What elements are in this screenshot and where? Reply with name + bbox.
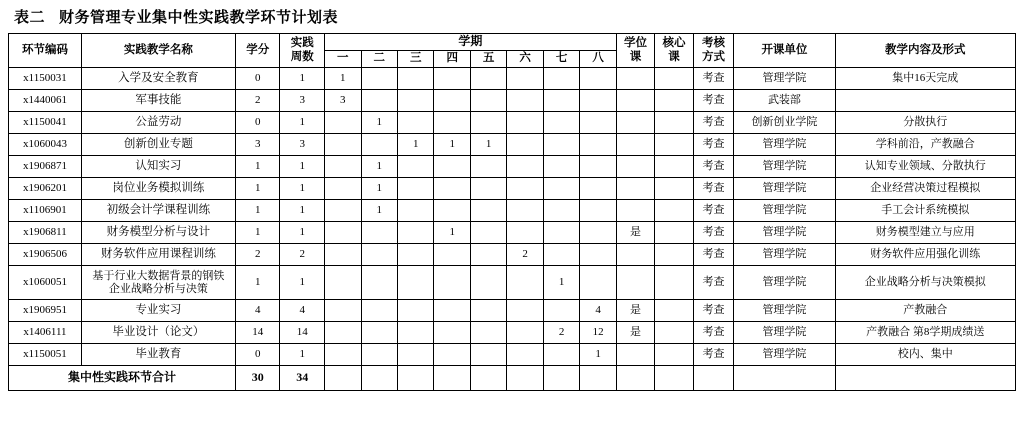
cell-term-2 bbox=[361, 266, 397, 300]
table-header bbox=[9, 34, 1016, 68]
cell-content: 企业战略分析与决策模拟 bbox=[835, 266, 1015, 300]
cell-name: 初级会计学课程训练 bbox=[81, 200, 235, 222]
cell-term-4 bbox=[434, 68, 470, 90]
header-term-3: 三 bbox=[397, 51, 433, 68]
cell-term-1 bbox=[325, 156, 361, 178]
cell-term-3 bbox=[397, 244, 433, 266]
header-degree-course bbox=[616, 34, 654, 68]
cell-core bbox=[655, 112, 693, 134]
cell-degree: 是 bbox=[616, 222, 654, 244]
header-term-8: 八 bbox=[580, 51, 616, 68]
cell-term-8: 12 bbox=[580, 322, 616, 344]
cell-term-8: 4 bbox=[580, 300, 616, 322]
cell-assess: 考查 bbox=[693, 178, 734, 200]
cell-term-5 bbox=[470, 266, 506, 300]
cell-term-4 bbox=[434, 200, 470, 222]
cell-core bbox=[655, 90, 693, 112]
cell-term-3 bbox=[397, 322, 433, 344]
table-row bbox=[9, 344, 1016, 366]
cell-credit: 2 bbox=[235, 90, 280, 112]
cell-credit: 0 bbox=[235, 68, 280, 90]
cell-name-line2: 企业战略分析与决策 bbox=[108, 282, 208, 295]
cell-term-2 bbox=[361, 344, 397, 366]
cell-degree: 是 bbox=[616, 322, 654, 344]
cell-code: x1906951 bbox=[9, 300, 82, 322]
cell-core bbox=[655, 200, 693, 222]
cell-term-4 bbox=[434, 344, 470, 366]
cell-term-3 bbox=[397, 112, 433, 134]
header-assess-line1: 考核 bbox=[702, 37, 726, 50]
cell-credit: 1 bbox=[235, 266, 280, 300]
cell-core bbox=[655, 222, 693, 244]
cell-assess: 考查 bbox=[693, 266, 734, 300]
cell-term-3 bbox=[397, 344, 433, 366]
cell-term-4 bbox=[434, 300, 470, 322]
total-assess bbox=[693, 366, 734, 391]
cell-term-5 bbox=[470, 156, 506, 178]
header-term-4: 四 bbox=[434, 51, 470, 68]
cell-credit: 0 bbox=[235, 112, 280, 134]
cell-degree bbox=[616, 344, 654, 366]
cell-degree bbox=[616, 156, 654, 178]
cell-degree bbox=[616, 244, 654, 266]
table-row bbox=[9, 178, 1016, 200]
cell-term-5: 1 bbox=[470, 134, 506, 156]
header-term-7: 七 bbox=[543, 51, 579, 68]
cell-weeks: 4 bbox=[280, 300, 325, 322]
cell-name: 军事技能 bbox=[81, 90, 235, 112]
cell-term-4 bbox=[434, 244, 470, 266]
cell-term-5 bbox=[470, 244, 506, 266]
cell-degree bbox=[616, 112, 654, 134]
cell-weeks: 1 bbox=[280, 200, 325, 222]
cell-unit: 管理学院 bbox=[734, 322, 835, 344]
cell-assess: 考查 bbox=[693, 90, 734, 112]
header-weeks-line2: 周数 bbox=[290, 50, 314, 63]
cell-term-3 bbox=[397, 266, 433, 300]
cell-unit: 管理学院 bbox=[734, 200, 835, 222]
cell-term-2: 1 bbox=[361, 112, 397, 134]
total-term-8 bbox=[580, 366, 616, 391]
cell-code: x1406111 bbox=[9, 322, 82, 344]
cell-term-6 bbox=[507, 300, 543, 322]
cell-content: 手工会计系统模拟 bbox=[835, 200, 1015, 222]
cell-term-5 bbox=[470, 300, 506, 322]
cell-credit: 1 bbox=[235, 156, 280, 178]
header-weeks-line1: 实践 bbox=[290, 37, 314, 50]
cell-term-1 bbox=[325, 112, 361, 134]
header-name: 实践教学名称 bbox=[81, 34, 235, 68]
cell-term-8 bbox=[580, 200, 616, 222]
cell-unit: 管理学院 bbox=[734, 300, 835, 322]
cell-term-6 bbox=[507, 112, 543, 134]
cell-term-7 bbox=[543, 200, 579, 222]
cell-assess: 考查 bbox=[693, 222, 734, 244]
title-text: 财务管理专业集中性实践教学环节计划表 bbox=[59, 10, 339, 26]
header-degree-line2: 课 bbox=[629, 50, 642, 63]
cell-credit: 1 bbox=[235, 222, 280, 244]
header-assess-line2: 方式 bbox=[702, 50, 726, 63]
cell-term-3 bbox=[397, 68, 433, 90]
total-core bbox=[655, 366, 693, 391]
cell-term-2 bbox=[361, 300, 397, 322]
cell-term-1: 1 bbox=[325, 68, 361, 90]
cell-term-6 bbox=[507, 178, 543, 200]
cell-content: 分散执行 bbox=[835, 112, 1015, 134]
header-term-2: 二 bbox=[361, 51, 397, 68]
cell-code: x1150051 bbox=[9, 344, 82, 366]
cell-name: 创新创业专题 bbox=[81, 134, 235, 156]
table-total-row bbox=[9, 366, 1016, 391]
cell-content: 产教融合 bbox=[835, 300, 1015, 322]
cell-unit: 管理学院 bbox=[734, 244, 835, 266]
cell-core bbox=[655, 322, 693, 344]
header-row-top bbox=[9, 34, 1016, 51]
practice-teaching-plan-table bbox=[8, 33, 1016, 391]
cell-term-4 bbox=[434, 178, 470, 200]
cell-term-6 bbox=[507, 222, 543, 244]
cell-term-4: 1 bbox=[434, 134, 470, 156]
table-number: 表二 bbox=[14, 10, 46, 26]
total-term-7 bbox=[543, 366, 579, 391]
cell-term-1 bbox=[325, 200, 361, 222]
cell-content: 学科前沿，产教融合 bbox=[835, 134, 1015, 156]
header-term-group: 学期 bbox=[325, 34, 617, 51]
cell-name: 毕业教育 bbox=[81, 344, 235, 366]
cell-degree bbox=[616, 134, 654, 156]
cell-weeks: 1 bbox=[280, 156, 325, 178]
header-term-6: 六 bbox=[507, 51, 543, 68]
cell-term-2 bbox=[361, 244, 397, 266]
cell-content: 集中16天完成 bbox=[835, 68, 1015, 90]
cell-content: 企业经营决策过程模拟 bbox=[835, 178, 1015, 200]
cell-core bbox=[655, 134, 693, 156]
header-core-course bbox=[655, 34, 693, 68]
total-degree bbox=[616, 366, 654, 391]
cell-term-5 bbox=[470, 112, 506, 134]
cell-code: x1150031 bbox=[9, 68, 82, 90]
cell-name: 财务软件应用课程训练 bbox=[81, 244, 235, 266]
cell-term-4 bbox=[434, 156, 470, 178]
cell-weeks: 1 bbox=[280, 112, 325, 134]
cell-weeks: 2 bbox=[280, 244, 325, 266]
cell-code: x1106901 bbox=[9, 200, 82, 222]
cell-credit: 2 bbox=[235, 244, 280, 266]
cell-unit: 管理学院 bbox=[734, 344, 835, 366]
total-term-1 bbox=[325, 366, 361, 391]
cell-degree bbox=[616, 200, 654, 222]
cell-weeks: 1 bbox=[280, 68, 325, 90]
cell-assess: 考查 bbox=[693, 322, 734, 344]
header-degree-line1: 学位 bbox=[624, 37, 648, 50]
cell-weeks: 1 bbox=[280, 344, 325, 366]
cell-core bbox=[655, 244, 693, 266]
cell-term-5 bbox=[470, 200, 506, 222]
cell-term-5 bbox=[470, 178, 506, 200]
cell-term-2 bbox=[361, 134, 397, 156]
total-term-5 bbox=[470, 366, 506, 391]
total-unit bbox=[734, 366, 835, 391]
cell-weeks: 1 bbox=[280, 222, 325, 244]
cell-content: 财务软件应用强化训练 bbox=[835, 244, 1015, 266]
cell-term-3 bbox=[397, 90, 433, 112]
cell-unit: 武装部 bbox=[734, 90, 835, 112]
cell-term-8 bbox=[580, 222, 616, 244]
header-content: 教学内容及形式 bbox=[835, 34, 1015, 68]
cell-term-8: 1 bbox=[580, 344, 616, 366]
cell-term-7 bbox=[543, 344, 579, 366]
cell-term-2 bbox=[361, 222, 397, 244]
cell-term-7 bbox=[543, 112, 579, 134]
cell-name-line1: 基于行业大数据背景的钢铁 bbox=[92, 270, 225, 283]
table-row bbox=[9, 200, 1016, 222]
cell-term-3 bbox=[397, 222, 433, 244]
table-row bbox=[9, 156, 1016, 178]
cell-term-8 bbox=[580, 112, 616, 134]
table-row bbox=[9, 244, 1016, 266]
cell-credit: 3 bbox=[235, 134, 280, 156]
cell-term-6 bbox=[507, 68, 543, 90]
cell-unit: 管理学院 bbox=[734, 266, 835, 300]
cell-assess: 考查 bbox=[693, 244, 734, 266]
cell-code: x1906871 bbox=[9, 156, 82, 178]
cell-term-7 bbox=[543, 68, 579, 90]
cell-name: 岗位业务模拟训练 bbox=[81, 178, 235, 200]
cell-credit: 14 bbox=[235, 322, 280, 344]
cell-term-2 bbox=[361, 322, 397, 344]
cell-core bbox=[655, 156, 693, 178]
cell-degree bbox=[616, 68, 654, 90]
cell-term-2: 1 bbox=[361, 178, 397, 200]
cell-term-3 bbox=[397, 178, 433, 200]
total-weeks: 34 bbox=[280, 366, 325, 391]
cell-term-3 bbox=[397, 300, 433, 322]
table-row bbox=[9, 322, 1016, 344]
total-term-2 bbox=[361, 366, 397, 391]
cell-weeks: 14 bbox=[280, 322, 325, 344]
cell-term-6 bbox=[507, 134, 543, 156]
header-code: 环节编码 bbox=[9, 34, 82, 68]
cell-name: 专业实习 bbox=[81, 300, 235, 322]
cell-code: x1440061 bbox=[9, 90, 82, 112]
cell-term-8 bbox=[580, 134, 616, 156]
cell-assess: 考查 bbox=[693, 300, 734, 322]
cell-unit: 管理学院 bbox=[734, 156, 835, 178]
cell-unit: 管理学院 bbox=[734, 68, 835, 90]
cell-weeks: 1 bbox=[280, 178, 325, 200]
total-term-6 bbox=[507, 366, 543, 391]
cell-term-7 bbox=[543, 90, 579, 112]
cell-term-3 bbox=[397, 200, 433, 222]
cell-term-8 bbox=[580, 178, 616, 200]
cell-term-8 bbox=[580, 266, 616, 300]
header-core-line1: 核心 bbox=[662, 37, 686, 50]
cell-term-2 bbox=[361, 90, 397, 112]
cell-credit: 1 bbox=[235, 178, 280, 200]
header-credit: 学分 bbox=[235, 34, 280, 68]
table-row bbox=[9, 112, 1016, 134]
cell-code: x1060051 bbox=[9, 266, 82, 300]
cell-core bbox=[655, 300, 693, 322]
cell-code: x1906201 bbox=[9, 178, 82, 200]
cell-term-4 bbox=[434, 112, 470, 134]
cell-content: 财务模型建立与应用 bbox=[835, 222, 1015, 244]
header-core-line2: 课 bbox=[668, 50, 680, 63]
cell-term-6: 2 bbox=[507, 244, 543, 266]
table-row bbox=[9, 90, 1016, 112]
page-title bbox=[14, 6, 1016, 27]
cell-credit: 0 bbox=[235, 344, 280, 366]
cell-unit: 管理学院 bbox=[734, 134, 835, 156]
table-row bbox=[9, 222, 1016, 244]
cell-term-8 bbox=[580, 156, 616, 178]
table-body bbox=[9, 68, 1016, 391]
cell-degree bbox=[616, 178, 654, 200]
cell-term-7 bbox=[543, 222, 579, 244]
cell-term-5 bbox=[470, 68, 506, 90]
cell-term-4: 1 bbox=[434, 222, 470, 244]
total-term-4 bbox=[434, 366, 470, 391]
cell-code: x1150041 bbox=[9, 112, 82, 134]
cell-term-5 bbox=[470, 90, 506, 112]
cell-term-1 bbox=[325, 322, 361, 344]
cell-term-7 bbox=[543, 300, 579, 322]
cell-name: 财务模型分析与设计 bbox=[81, 222, 235, 244]
cell-term-6 bbox=[507, 322, 543, 344]
table-row bbox=[9, 134, 1016, 156]
cell-term-7: 1 bbox=[543, 266, 579, 300]
total-term-3 bbox=[397, 366, 433, 391]
total-label: 集中性实践环节合计 bbox=[9, 366, 236, 391]
cell-term-2 bbox=[361, 68, 397, 90]
cell-term-4 bbox=[434, 266, 470, 300]
cell-assess: 考查 bbox=[693, 134, 734, 156]
cell-assess: 考查 bbox=[693, 200, 734, 222]
cell-weeks: 1 bbox=[280, 266, 325, 300]
cell-term-3: 1 bbox=[397, 134, 433, 156]
header-unit: 开课单位 bbox=[734, 34, 835, 68]
cell-term-4 bbox=[434, 90, 470, 112]
table-row bbox=[9, 300, 1016, 322]
cell-core bbox=[655, 178, 693, 200]
cell-name: 毕业设计（论文） bbox=[81, 322, 235, 344]
cell-degree bbox=[616, 90, 654, 112]
cell-unit: 创新创业学院 bbox=[734, 112, 835, 134]
total-content bbox=[835, 366, 1015, 391]
cell-term-5 bbox=[470, 322, 506, 344]
cell-term-8 bbox=[580, 68, 616, 90]
table-row bbox=[9, 266, 1016, 300]
cell-code: x1906811 bbox=[9, 222, 82, 244]
cell-content: 产教融合 第8学期成绩送 bbox=[835, 322, 1015, 344]
cell-content bbox=[835, 90, 1015, 112]
cell-term-1: 3 bbox=[325, 90, 361, 112]
cell-term-2: 1 bbox=[361, 156, 397, 178]
cell-credit: 4 bbox=[235, 300, 280, 322]
cell-term-7 bbox=[543, 244, 579, 266]
cell-name: 公益劳动 bbox=[81, 112, 235, 134]
cell-term-5 bbox=[470, 344, 506, 366]
cell-core bbox=[655, 68, 693, 90]
cell-term-8 bbox=[580, 244, 616, 266]
cell-assess: 考查 bbox=[693, 156, 734, 178]
cell-assess: 考查 bbox=[693, 68, 734, 90]
cell-code: x1906506 bbox=[9, 244, 82, 266]
cell-code: x1060043 bbox=[9, 134, 82, 156]
cell-term-6 bbox=[507, 266, 543, 300]
cell-assess: 考查 bbox=[693, 344, 734, 366]
cell-core bbox=[655, 344, 693, 366]
cell-weeks: 3 bbox=[280, 134, 325, 156]
header-assess bbox=[693, 34, 734, 68]
cell-term-1 bbox=[325, 300, 361, 322]
cell-term-7 bbox=[543, 134, 579, 156]
cell-term-6 bbox=[507, 344, 543, 366]
cell-degree bbox=[616, 266, 654, 300]
header-weeks bbox=[280, 34, 325, 68]
cell-term-8 bbox=[580, 90, 616, 112]
cell-core bbox=[655, 266, 693, 300]
cell-term-5 bbox=[470, 222, 506, 244]
cell-credit: 1 bbox=[235, 200, 280, 222]
total-credit: 30 bbox=[235, 366, 280, 391]
cell-content: 认知专业领域、分散执行 bbox=[835, 156, 1015, 178]
cell-weeks: 3 bbox=[280, 90, 325, 112]
cell-term-6 bbox=[507, 200, 543, 222]
cell-content: 校内、集中 bbox=[835, 344, 1015, 366]
header-term-5: 五 bbox=[470, 51, 506, 68]
cell-term-6 bbox=[507, 156, 543, 178]
cell-term-7: 2 bbox=[543, 322, 579, 344]
cell-unit: 管理学院 bbox=[734, 178, 835, 200]
cell-degree: 是 bbox=[616, 300, 654, 322]
cell-unit: 管理学院 bbox=[734, 222, 835, 244]
cell-name bbox=[81, 266, 235, 300]
cell-term-2: 1 bbox=[361, 200, 397, 222]
cell-term-4 bbox=[434, 322, 470, 344]
cell-term-7 bbox=[543, 178, 579, 200]
table-row bbox=[9, 68, 1016, 90]
header-term-1: 一 bbox=[325, 51, 361, 68]
cell-term-1 bbox=[325, 244, 361, 266]
cell-term-1 bbox=[325, 134, 361, 156]
cell-term-1 bbox=[325, 178, 361, 200]
cell-term-6 bbox=[507, 90, 543, 112]
cell-assess: 考查 bbox=[693, 112, 734, 134]
cell-term-7 bbox=[543, 156, 579, 178]
cell-term-3 bbox=[397, 156, 433, 178]
cell-term-1 bbox=[325, 222, 361, 244]
cell-name: 入学及安全教育 bbox=[81, 68, 235, 90]
cell-term-1 bbox=[325, 266, 361, 300]
cell-name: 认知实习 bbox=[81, 156, 235, 178]
cell-term-1 bbox=[325, 344, 361, 366]
